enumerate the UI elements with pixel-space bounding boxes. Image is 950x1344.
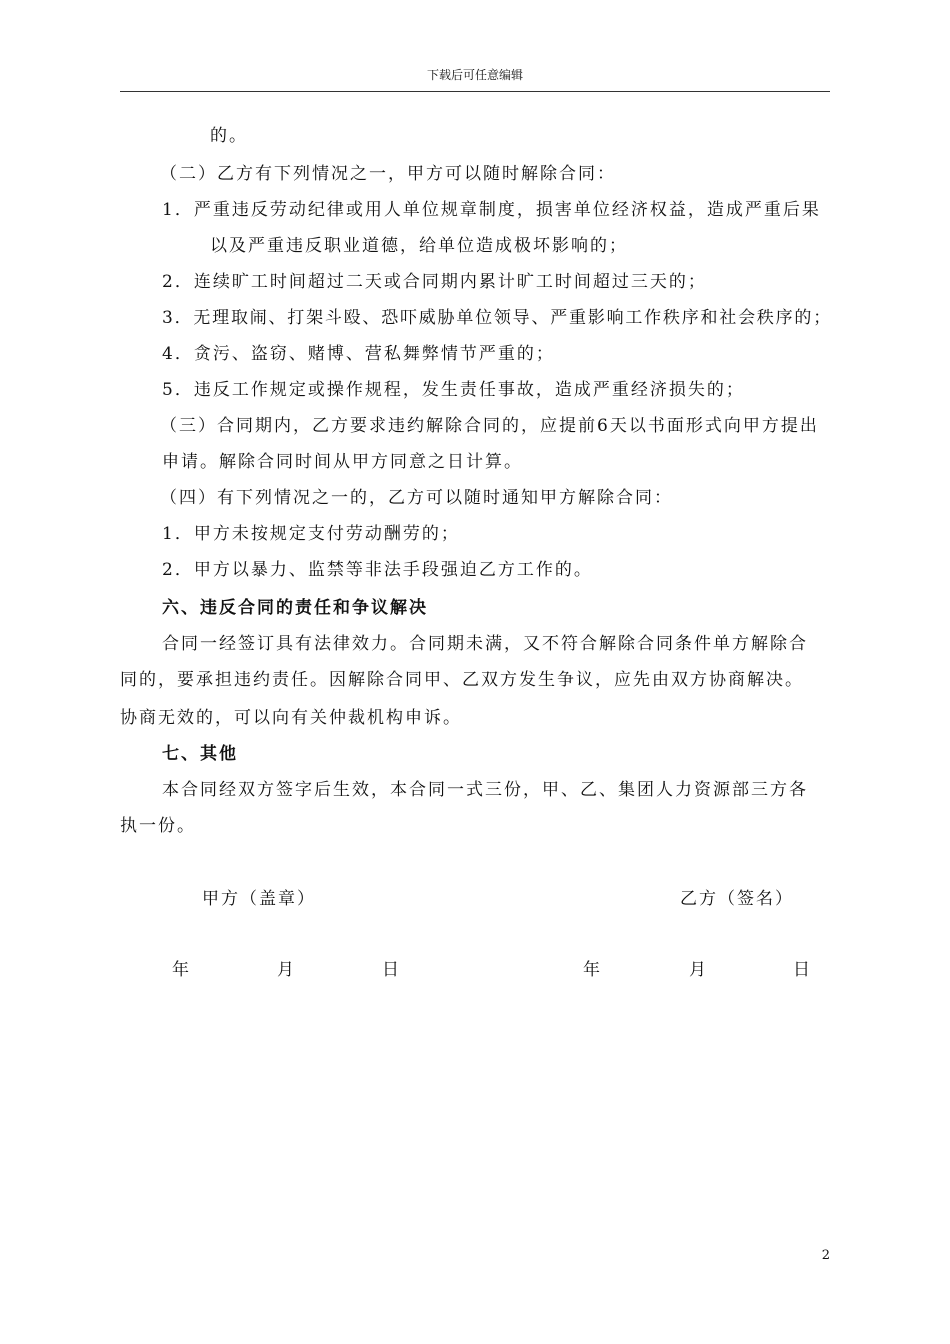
party-a-month-label: 月 xyxy=(277,960,296,980)
body-text-line: 2．甲方以暴力、监禁等非法手段强迫乙方工作的。 xyxy=(162,560,593,580)
body-text-line: （四）有下列情况之一的，乙方可以随时通知甲方解除合同： xyxy=(160,488,673,508)
body-text-line: 申请。解除合同时间从甲方同意之日计算。 xyxy=(162,452,523,472)
party-b-month-label: 月 xyxy=(689,960,708,980)
party-a-day-label: 日 xyxy=(382,960,401,980)
body-text-line: 合同一经签订具有法律效力。合同期未满，又不符合解除合同条件单方解除合 xyxy=(162,634,808,654)
body-text-line: 本合同经双方签字后生效，本合同一式三份，甲、乙、集团人力资源部三方各 xyxy=(162,780,808,800)
party-a-year-label: 年 xyxy=(172,960,191,980)
body-text-line: 协商无效的，可以向有关仲裁机构申诉。 xyxy=(120,708,462,728)
party-b-year-label: 年 xyxy=(583,960,602,980)
body-text-line: 以及严重违反职业道德，给单位造成极坏影响的； xyxy=(210,236,628,256)
body-text-line: 5．违反工作规定或操作规程，发生责任事故，造成严重经济损失的； xyxy=(162,380,745,400)
body-text-line: （二）乙方有下列情况之一，甲方可以随时解除合同： xyxy=(160,164,616,184)
body-text-line: 4．贪污、盗窃、赌博、营私舞弊情节严重的； xyxy=(162,344,555,364)
body-text-line: 同的，要承担违约责任。因解除合同甲、乙双方发生争议，应先由双方协商解决。 xyxy=(120,670,804,690)
page-header xyxy=(120,0,830,92)
body-text-line: 3．无理取闹、打架斗殴、恐吓威胁单位领导、严重影响工作秩序和社会秩序的； xyxy=(162,308,832,328)
body-text-line: 执一份。 xyxy=(120,816,196,836)
body-text-line: （三）合同期内，乙方要求违约解除合同的，应提前6天以书面形式向甲方提出 xyxy=(160,416,819,436)
party-b-day-label: 日 xyxy=(793,960,812,980)
body-text-line: 2．连续旷工时间超过二天或合同期内累计旷工时间超过三天的； xyxy=(162,272,707,292)
party-a-signature-label: 甲方（盖章） xyxy=(202,889,316,909)
section-heading: 七、其他 xyxy=(162,744,238,764)
section-heading: 六、违反合同的责任和争议解决 xyxy=(162,598,428,618)
body-text-line: 1．严重违反劳动纪律或用人单位规章制度，损害单位经济权益，造成严重后果 xyxy=(162,200,821,220)
page-number: 2 xyxy=(821,1248,830,1263)
body-text-line: 1．甲方未按规定支付劳动酬劳的； xyxy=(162,524,460,544)
header-text: 下载后可任意编辑 xyxy=(426,68,523,82)
party-b-signature-label: 乙方（签名） xyxy=(680,889,794,909)
body-text-line: 的。 xyxy=(210,126,248,146)
